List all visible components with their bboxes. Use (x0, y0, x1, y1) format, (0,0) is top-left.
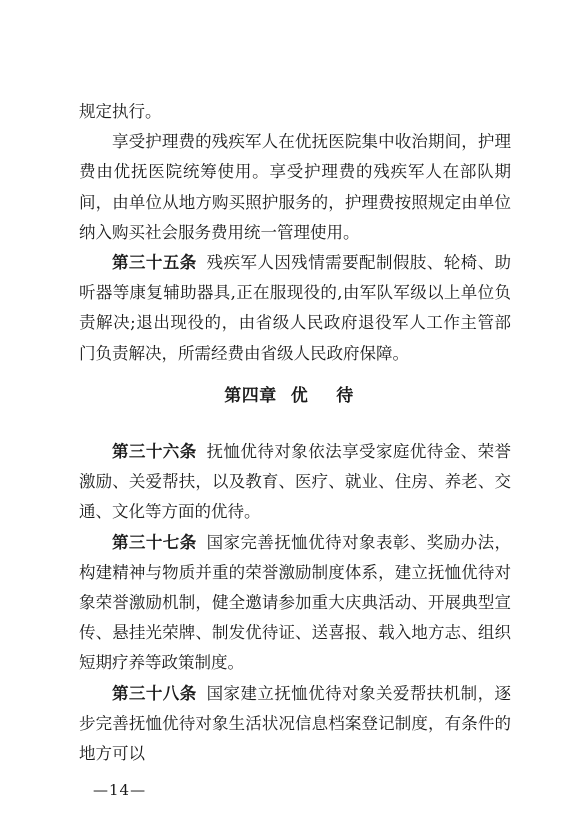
article-38 (79, 679, 511, 770)
article-36 (79, 437, 511, 528)
article-35-number: 第三十五条 (112, 253, 197, 273)
article-38-text: 国家建立抚恤优待对象关爱帮扶机制，逐步完善抚恤优待对象生活状况信息档案登记制度，有条件的地方可以 (79, 683, 512, 764)
article-35 (79, 248, 511, 369)
chapter-number: 第四章 (224, 386, 277, 406)
paragraph-continuation: 规定执行。 (79, 102, 162, 121)
chapter-heading (0, 381, 578, 411)
page-number: —14— (93, 781, 147, 799)
article-37-number: 第三十七条 (112, 532, 197, 552)
article-37 (79, 528, 511, 679)
article-35-text: 残疾军人因残情需要配制假肢、轮椅、助听器等康复辅助器具,正在服现役的,由军队军级以上单位负责解决;退出现役的，由省级人民政府退役军人工作主管部门负责解决，所需经费由省级人民政府保障。 (79, 253, 512, 363)
article-37-text: 国家完善抚恤优待对象表彰、奖励办法，构建精神与物质并重的荣誉激励制度体系，建立抚恤优待对象荣誉激励机制，健全邀请参加重大庆典活动、开展典型宣传、悬挂光荣牌、制发优待证、送喜报、载入地方志、组织短期疗养等政策制度。 (79, 532, 512, 673)
article-36-text: 抚恤优待对象依法享受家庭优待金、荣誉激励、关爱帮扶，以及教育、医疗、就业、住房、养老、交通、文化等方面的优待。 (79, 442, 512, 522)
body-text-upper (79, 97, 511, 369)
paragraph-nursing-fee: 享受护理费的残疾军人在优抚医院集中收治期间，护理费由优抚医院统筹使用。享受护理费的残疾军人在部队期间，由单位从地方购买照护服务的，护理费按照规定由单位纳入购买社会服务费用统一管理使用。 (79, 132, 511, 242)
article-38-number: 第三十八条 (112, 683, 197, 703)
article-36-number: 第三十六条 (112, 442, 197, 461)
body-text-lower (79, 437, 511, 769)
chapter-name-part1: 优 (290, 386, 309, 406)
chapter-name-part2: 待 (336, 386, 354, 406)
